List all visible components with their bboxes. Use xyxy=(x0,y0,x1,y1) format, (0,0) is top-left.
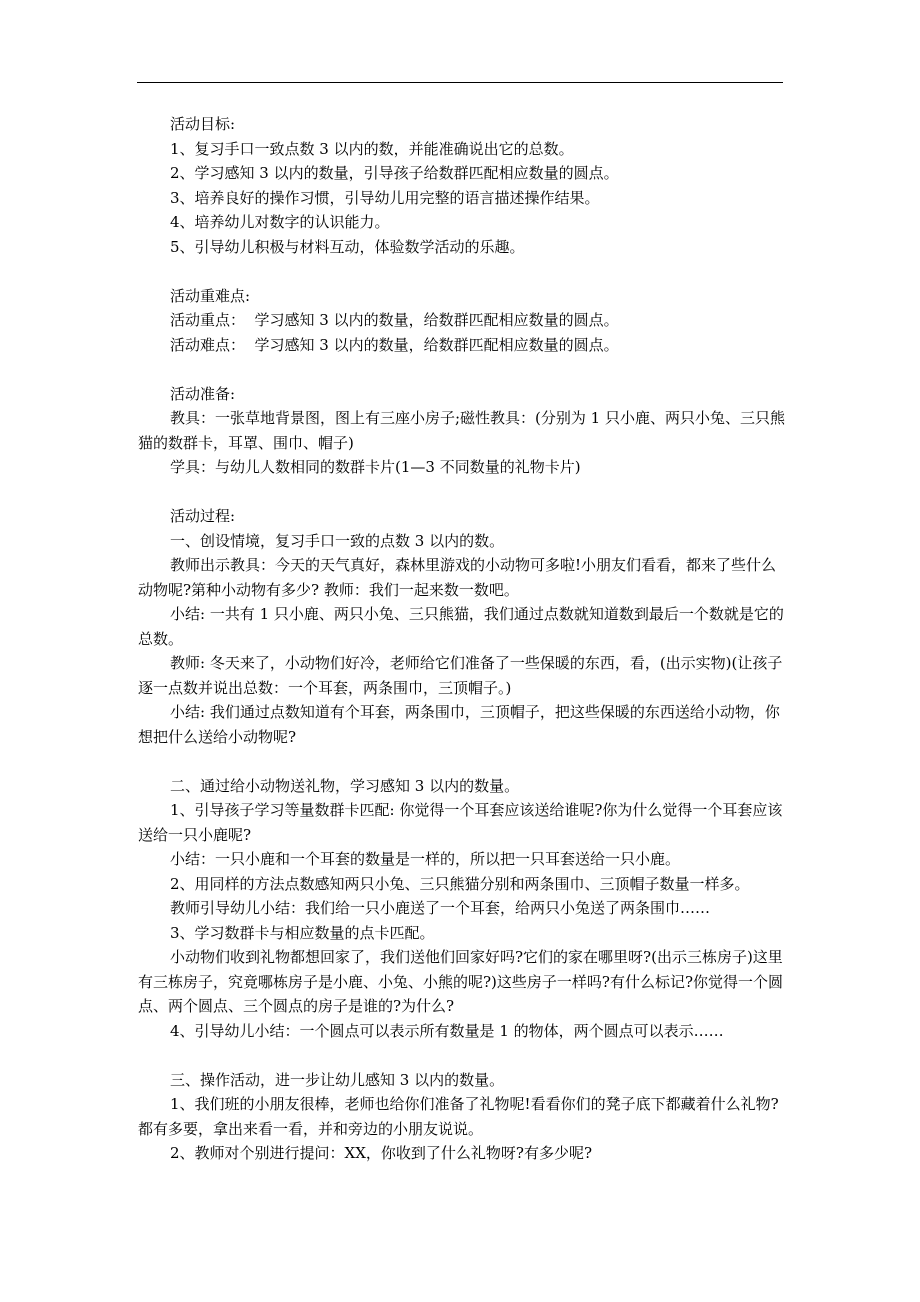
process-paragraph: 4、引导幼儿小结：一个圆点可以表示所有数量是 1 的物体，两个圆点可以表示…… xyxy=(170,1021,724,1040)
section-gap xyxy=(138,259,788,284)
process-paragraph: 小动物们收到礼物都想回家了，我们送他们回家好吗?它们的家在哪里呀?(出示三栋房子)这里有三栋房子，究竟哪栋房子是小鹿、小兔、小熊的呢?)这些房子一样吗?有什么标记?你觉得一个圆点、两个圆点、三个圆点的房子是谁的?为什么? xyxy=(138,948,783,1015)
process-paragraph: 小结: 我们通过点数知道有个耳套，两条围巾，三顶帽子，把这些保暖的东西送给小动物，你想把什么送给小动物呢? xyxy=(138,703,780,746)
process-paragraph: 1、引导孩子学习等量数群卡匹配: 你觉得一个耳套应该送给谁呢?你为什么觉得一个耳套应该送给一只小鹿呢? xyxy=(138,801,783,844)
document-body xyxy=(138,112,788,1166)
process-paragraph: 1、我们班的小朋友很棒，老师也给你们准备了礼物呢!看看你们的凳子底下都藏着什么礼物?都有多要，拿出来看一看，并和旁边的小朋友说说。 xyxy=(138,1095,779,1138)
header-rule xyxy=(137,82,783,83)
process-part2-title: 二、通过给小动物送礼物，学习感知 3 以内的数量。 xyxy=(170,776,520,795)
goal-item: 4、培养幼儿对数字的认识能力。 xyxy=(170,213,390,231)
goal-item: 1、复习手口一致点数 3 以内的数，并能准确说出它的总数。 xyxy=(170,139,574,158)
goal-item: 2、学习感知 3 以内的数量，引导孩子给数群匹配相应数量的圆点。 xyxy=(170,164,619,182)
teacher-materials: 教具：一张草地背景图，图上有三座小房子;磁性教具：(分别为 1 只小鹿、两只小兔、三只熊猫的数群卡，耳罩、围巾、帽子) xyxy=(138,409,785,452)
key-points-heading: 活动重难点: xyxy=(170,286,251,305)
goals-heading: 活动目标: xyxy=(170,115,236,133)
process-paragraph: 小结：一只小鹿和一个耳套的数量是一样的，所以把一只耳套送给一只小鹿。 xyxy=(170,850,681,868)
section-gap xyxy=(138,357,788,382)
process-paragraph: 小结: 一共有 1 只小鹿、两只小兔、三只熊猫，我们通过点数就知道数到最后一个数就是它的总数。 xyxy=(138,605,784,648)
process-paragraph: 教师引导幼儿小结：我们给一只小鹿送了一个耳套，给两只小兔送了两条围巾…… xyxy=(170,899,711,917)
student-materials: 学具：与幼儿人数相同的数群卡片(1—3 不同数量的礼物卡片) xyxy=(170,458,581,476)
process-paragraph: 教师出示教具：今天的天气真好，森林里游戏的小动物可多啦!小朋友们看看，都来了些什么动物呢?第种小动物有多少? 教师：我们一起来数一数吧。 xyxy=(138,556,777,599)
preparation-heading: 活动准备: xyxy=(170,384,236,403)
process-part1-title: 一、创设情境，复习手口一致的点数 3 以内的数。 xyxy=(170,531,505,550)
section-gap xyxy=(138,749,788,774)
process-part3-title: 三、操作活动，进一步让幼儿感知 3 以内的数量。 xyxy=(170,1070,505,1089)
goal-item: 3、培养良好的操作习惯，引导幼儿用完整的语言描述操作结果。 xyxy=(170,188,600,207)
section-gap xyxy=(138,1043,788,1068)
process-paragraph: 3、学习数群卡与相应数量的点卡匹配。 xyxy=(170,923,435,942)
section-gap xyxy=(138,480,788,505)
process-paragraph: 2、用同样的方法点数感知两只小兔、三只熊猫分别和两条围巾、三顶帽子数量一样多。 xyxy=(170,874,750,893)
key-point-focus: 活动重点： 学习感知 3 以内的数量，给数群匹配相应数量的圆点。 xyxy=(170,311,619,329)
process-paragraph: 2、教师对个别进行提问：XX，你收到了什么礼物呀?有多少呢? xyxy=(170,1144,592,1162)
process-heading: 活动过程: xyxy=(170,507,236,525)
goal-item: 5、引导幼儿积极与材料互动，体验数学活动的乐趣。 xyxy=(170,237,525,256)
key-point-difficulty: 活动难点： 学习感知 3 以内的数量，给数群匹配相应数量的圆点。 xyxy=(170,335,619,354)
process-paragraph: 教师: 冬天来了，小动物们好冷，老师给它们准备了一些保暖的东西，看，(出示实物)(让孩子逐一点数并说出总数：一个耳套，两条围巾，三顶帽子。) xyxy=(138,654,783,697)
